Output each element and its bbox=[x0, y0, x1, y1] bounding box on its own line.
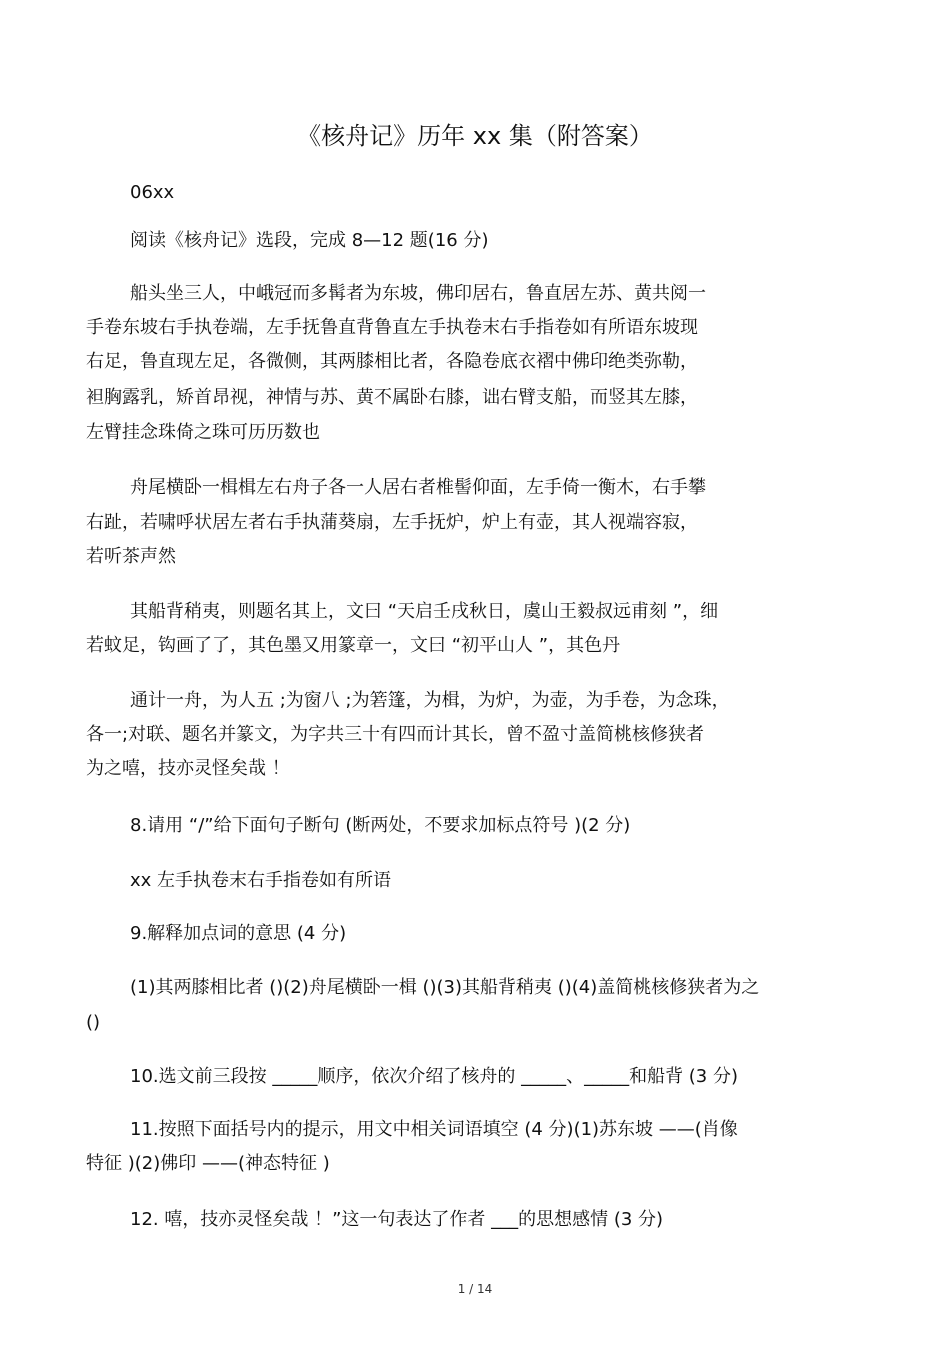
page-number: 1 / 14 bbox=[457, 1282, 493, 1296]
year-label: 06xx bbox=[130, 182, 175, 203]
question-11-line: 11.按照下面括号内的提示，用文中相关词语填空 (4 分)(1)苏东坡 ——(肖像 bbox=[130, 1119, 738, 1140]
passage-paragraph-1-line: 袒胸露乳，矫首昂视，神情与苏、黄不属卧右膝，诎右臂支船，而竖其左膝， bbox=[86, 387, 698, 408]
question-9: 9.解释加点词的意思 (4 分) bbox=[130, 923, 347, 944]
document-title: 《核舟记》历年 xx 集（附答案） bbox=[297, 122, 653, 150]
reading-instruction: 阅读《核舟记》选段，完成 8—12 题(16 分) bbox=[130, 230, 489, 251]
question-8: 8.请用 “/”给下面句子断句 (断两处，不要求加标点符号 )(2 分) bbox=[130, 815, 631, 836]
question-12: 12. 嘻，技亦灵怪矣哉 ！”这一句表达了作者 ___的思想感情 (3 分) bbox=[130, 1209, 664, 1230]
question-9-items-line: () bbox=[86, 1012, 101, 1033]
question-8-sentence: xx 左手执卷末右手指卷如有所语 bbox=[130, 870, 392, 891]
question-10: 10.选文前三段按 _____顺序，依次介绍了核舟的 _____、_____和船背 (3 分) bbox=[130, 1066, 739, 1087]
passage-paragraph-1-line: 左臂挂念珠倚之珠可历历数也 bbox=[86, 422, 320, 443]
question-11-line: 特征 )(2)佛印 ——(神态特征 ) bbox=[86, 1153, 330, 1174]
passage-paragraph-3-line: 其船背稍夷，则题名其上，文曰 “天启壬戌秋日，虞山王毅叔远甫刻 ”，细 bbox=[130, 601, 719, 622]
question-9-items-line: (1)其两膝相比者 ()(2)舟尾横卧一楫 ()(3)其船背稍夷 ()(4)盖简桃核修狭者为之 bbox=[130, 977, 760, 998]
passage-paragraph-2-line: 右趾，若啸呼状居左者右手执蒲葵扇，左手抚炉，炉上有壶，其人视端容寂， bbox=[86, 512, 698, 533]
passage-paragraph-4-line: 通计一舟，为人五 ;为窗八 ;为箬篷，为楫，为炉，为壶，为手卷，为念珠， bbox=[130, 690, 730, 711]
passage-paragraph-4-line: 各一;对联、题名并篆文，为字共三十有四而计其长，曾不盈寸盖简桃核修狭者 bbox=[86, 724, 705, 745]
passage-paragraph-1-line: 右足，鲁直现左足，各微侧，其两膝相比者，各隐卷底衣褶中佛印绝类弥勒， bbox=[86, 351, 698, 372]
passage-paragraph-2-line: 舟尾横卧一楫楫左右舟子各一人居右者椎髻仰面，左手倚一衡木，右手攀 bbox=[130, 477, 706, 498]
passage-paragraph-1-line: 船头坐三人，中峨冠而多髯者为东坡，佛印居右，鲁直居左苏、黄共阅一 bbox=[130, 283, 706, 304]
passage-paragraph-2-line: 若听茶声然 bbox=[86, 546, 176, 567]
passage-paragraph-3-line: 若蚊足，钩画了了，其色墨又用篆章一，文曰 “初平山人 ”，其色丹 bbox=[86, 635, 621, 656]
passage-paragraph-4-line: 为之嘻，技亦灵怪矣哉 ！ bbox=[86, 758, 290, 779]
passage-paragraph-1-line: 手卷东坡右手执卷端，左手抚鲁直背鲁直左手执卷末右手指卷如有所语东坡现 bbox=[86, 317, 698, 338]
